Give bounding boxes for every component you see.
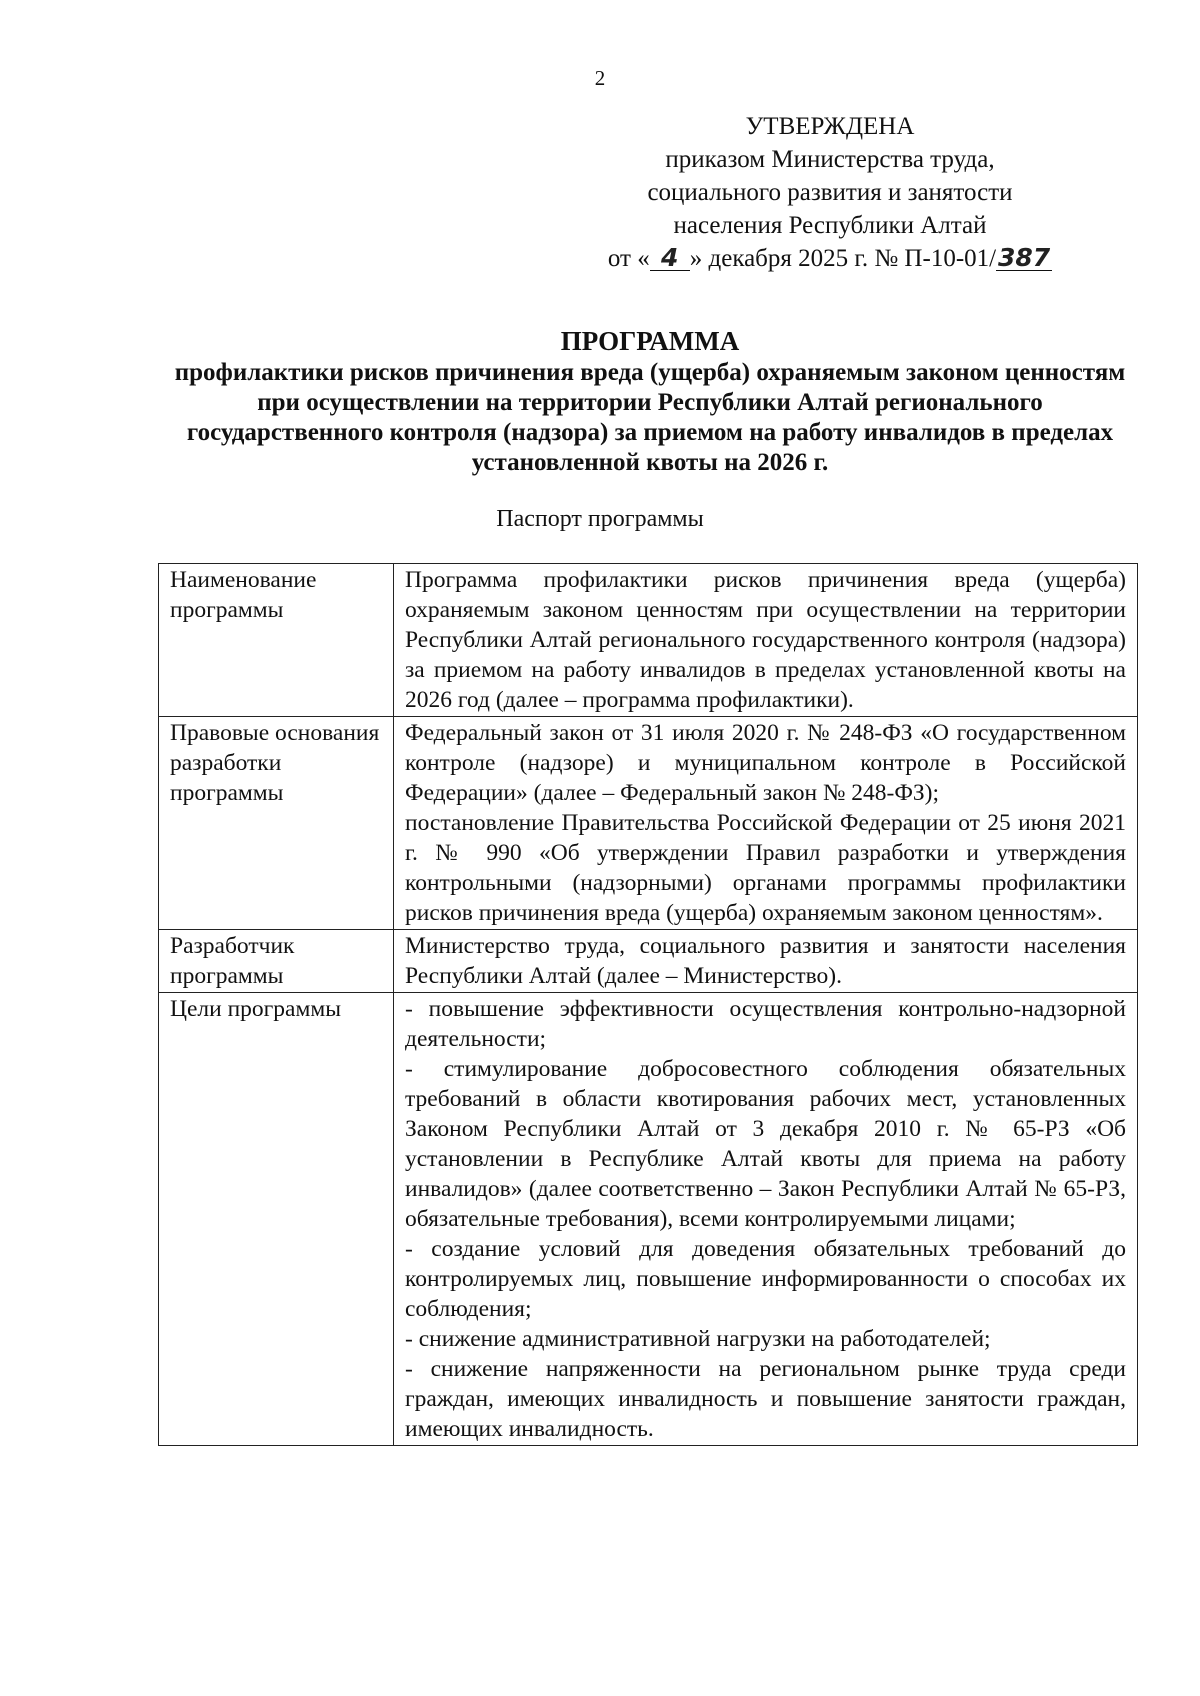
- approval-line: населения Республики Алтай: [673, 212, 987, 239]
- row-label: Наименование программы: [159, 564, 394, 717]
- title-main: ПРОГРАММА: [560, 326, 740, 356]
- handwritten-day: 4: [650, 246, 690, 271]
- approval-title: УТВЕРЖДЕНА: [745, 113, 915, 140]
- row-paragraph: Министерство труда, социального развития и занятости населения Республики Алтай (далее – Министерство).: [405, 933, 1126, 989]
- approval-date-line: [580, 242, 1080, 275]
- row-paragraph: - повышение эффективности осуществления контрольно-надзорной деятельности;: [405, 996, 1126, 1052]
- title-line: государственного контроля (надзора) за приемом на работу инвалидов в пределах: [186, 419, 1114, 446]
- row-paragraph: Программа профилактики рисков причинения вреда (ущерба) охраняемым законом ценностям при осуществлении на территории Республики Алтай регионального государственного контроля (надзора) за приемом на работу инвалидов в пределах установленной квоты на 2026 год (далее – программа профилактики).: [405, 567, 1126, 713]
- row-paragraph: - создание условий для доведения обязательных требований до контролируемых лиц, повышение информированности о способах их соблюдения;: [405, 1236, 1126, 1322]
- title-line: установленной квоты на 2026 г.: [471, 449, 829, 476]
- date-prefix: от «: [607, 245, 650, 272]
- row-paragraph: - стимулирование добросовестного соблюдения обязательных требований в области квотирования рабочих мест, установленных Законом Республики Алтай от 3 декабря 2010 г. № 65-РЗ «Об установлении в Республике Алтай квоты для приема на работу инвалидов» (далее соответственно – Закон Республики Алтай № 65-РЗ, обязательные требования), всеми контролируемыми лицами;: [405, 1056, 1126, 1232]
- row-content: [394, 930, 1138, 993]
- title-line: при осуществлении на территории Республики Алтай регионального: [257, 389, 1043, 416]
- row-paragraph: постановление Правительства Российской Федерации от 25 июня 2021 г. № 990 «Об утверждении Правил разработки и утверждения контрольными (надзорными) органами программы профилактики рисков причинения вреда (ущерба) охраняемым законом ценностям».: [405, 810, 1126, 926]
- row-label: Разработчик программы: [159, 930, 394, 993]
- title-line: профилактики рисков причинения вреда (ущерба) охраняемым законом ценностям: [174, 359, 1126, 386]
- passport-table: [158, 563, 1138, 1446]
- row-content: [394, 564, 1138, 717]
- row-content: [394, 993, 1138, 1446]
- row-paragraph: - снижение напряженности на региональном рынке труда среди граждан, имеющих инвалидность и повышение занятости граждан, имеющих инвалидность.: [405, 1356, 1126, 1442]
- approval-line: социального развития и занятости: [647, 179, 1013, 206]
- table-row: [159, 993, 1138, 1446]
- table-row: [159, 930, 1138, 993]
- approval-line: приказом Министерства труда,: [665, 146, 995, 173]
- row-content: [394, 717, 1138, 930]
- row-label: Правовые основания разработки программы: [159, 717, 394, 930]
- date-middle: » декабря 2025 г. № П-10-01/: [689, 245, 997, 272]
- page-number: 2: [594, 66, 606, 90]
- table-row: [159, 717, 1138, 930]
- row-label: Цели программы: [159, 993, 394, 1446]
- table-row: [159, 564, 1138, 717]
- handwritten-order-number: 387: [998, 243, 1051, 272]
- approval-stamp: [580, 110, 1080, 275]
- row-paragraph: Федеральный закон от 31 июля 2020 г. № 248-ФЗ «О государственном контроле (надзоре) и муниципальном контроле в Российской Федерации» (далее – Федеральный закон № 248-ФЗ);: [405, 720, 1126, 806]
- row-paragraph: - снижение административной нагрузки на работодателей;: [405, 1326, 991, 1352]
- passport-heading: Паспорт программы: [496, 506, 704, 532]
- document-title: [170, 326, 1130, 478]
